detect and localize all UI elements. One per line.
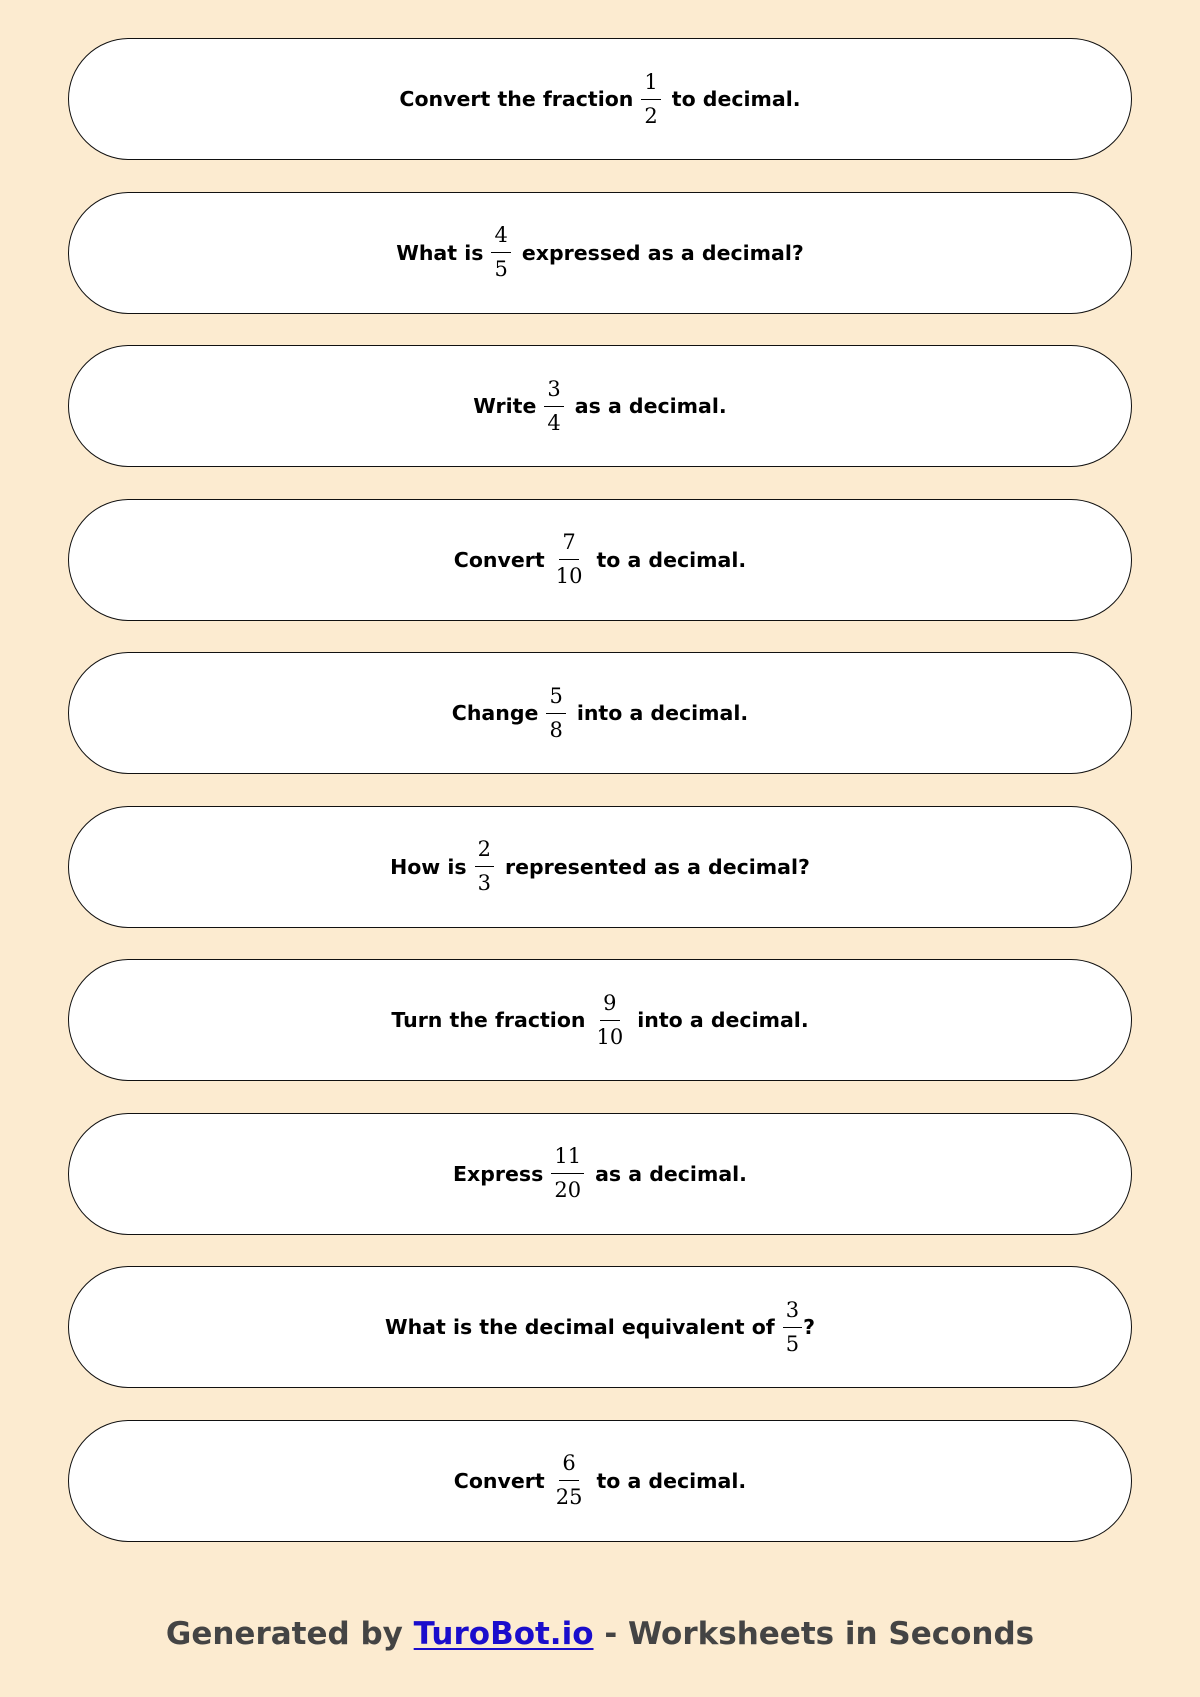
question-text-before: Convert bbox=[453, 1468, 545, 1493]
question-text bbox=[396, 225, 804, 280]
fraction-denominator: 8 bbox=[549, 717, 563, 742]
fraction-denominator: 5 bbox=[785, 1331, 800, 1356]
question-text bbox=[473, 376, 727, 435]
fraction-numerator: 1 bbox=[641, 72, 660, 100]
fraction bbox=[594, 990, 627, 1049]
fraction bbox=[491, 225, 510, 280]
question-card-2 bbox=[68, 192, 1132, 314]
fraction-denominator: 4 bbox=[547, 410, 561, 435]
question-text bbox=[399, 69, 801, 128]
question-card-8 bbox=[68, 1113, 1132, 1235]
question-text bbox=[454, 532, 746, 587]
question-text-before: Express bbox=[453, 1161, 544, 1186]
question-text bbox=[451, 683, 749, 742]
question-card-1 bbox=[68, 38, 1132, 160]
fraction-numerator: 7 bbox=[559, 532, 578, 560]
question-text-after: into a decimal. bbox=[576, 701, 749, 725]
fraction bbox=[546, 683, 565, 742]
question-text-after: into a decimal. bbox=[637, 1008, 809, 1032]
fraction-denominator: 25 bbox=[555, 1485, 583, 1509]
question-text-before: What is the decimal equivalent of bbox=[384, 1315, 775, 1339]
question-text-after: to a decimal. bbox=[596, 547, 747, 572]
fraction bbox=[553, 1453, 586, 1508]
fraction-denominator: 20 bbox=[554, 1178, 582, 1202]
question-text-before: What is bbox=[396, 240, 484, 265]
question-card-6 bbox=[68, 806, 1132, 928]
fraction-numerator: 5 bbox=[546, 686, 565, 714]
question-card-10 bbox=[68, 1420, 1132, 1542]
question-text-before: Change bbox=[451, 701, 539, 725]
question-text-before: Convert the fraction bbox=[399, 87, 634, 111]
fraction-numerator: 9 bbox=[600, 993, 619, 1021]
fraction bbox=[544, 376, 563, 435]
fraction-denominator: 10 bbox=[596, 1024, 624, 1049]
footer-prefix: Generated by bbox=[165, 1616, 403, 1652]
fraction-numerator: 2 bbox=[475, 839, 494, 867]
question-text-before: How is bbox=[390, 854, 467, 879]
question-text bbox=[454, 1453, 746, 1508]
question-text-after: ? bbox=[803, 1315, 816, 1339]
question-text-after: represented as a decimal? bbox=[504, 854, 810, 879]
question-text bbox=[384, 1297, 816, 1356]
question-card-7 bbox=[68, 959, 1132, 1081]
question-text-before: Write bbox=[473, 394, 537, 418]
question-card-4 bbox=[68, 499, 1132, 621]
question-text-after: as a decimal. bbox=[574, 394, 727, 418]
fraction-denominator: 10 bbox=[555, 564, 583, 588]
turobot-link[interactable]: TuroBot.io bbox=[413, 1616, 594, 1652]
question-list bbox=[68, 38, 1132, 1542]
fraction bbox=[553, 532, 586, 587]
question-text-after: as a decimal. bbox=[595, 1161, 747, 1186]
question-text bbox=[453, 1146, 747, 1201]
question-text-after: to a decimal. bbox=[596, 1468, 747, 1493]
fraction bbox=[641, 69, 660, 128]
footer bbox=[0, 1616, 1200, 1652]
fraction bbox=[551, 1146, 584, 1201]
fraction-denominator: 3 bbox=[477, 871, 491, 895]
question-text-before: Convert bbox=[453, 547, 545, 572]
question-card-3 bbox=[68, 345, 1132, 467]
question-text bbox=[391, 990, 809, 1049]
question-text-after: expressed as a decimal? bbox=[521, 240, 804, 265]
fraction bbox=[783, 1297, 802, 1356]
question-card-9 bbox=[68, 1266, 1132, 1388]
fraction-numerator: 4 bbox=[491, 225, 510, 253]
question-card-5 bbox=[68, 652, 1132, 774]
fraction-numerator: 3 bbox=[544, 379, 563, 407]
question-text-after: to decimal. bbox=[671, 87, 801, 111]
question-text-before: Turn the fraction bbox=[391, 1008, 586, 1032]
fraction bbox=[475, 839, 494, 894]
fraction-numerator: 11 bbox=[551, 1146, 584, 1174]
fraction-denominator: 5 bbox=[494, 257, 508, 281]
fraction-numerator: 6 bbox=[559, 1453, 578, 1481]
fraction-denominator: 2 bbox=[644, 103, 658, 128]
fraction-numerator: 3 bbox=[783, 1300, 802, 1328]
footer-suffix: - Worksheets in Seconds bbox=[604, 1616, 1035, 1652]
question-text bbox=[390, 839, 810, 894]
